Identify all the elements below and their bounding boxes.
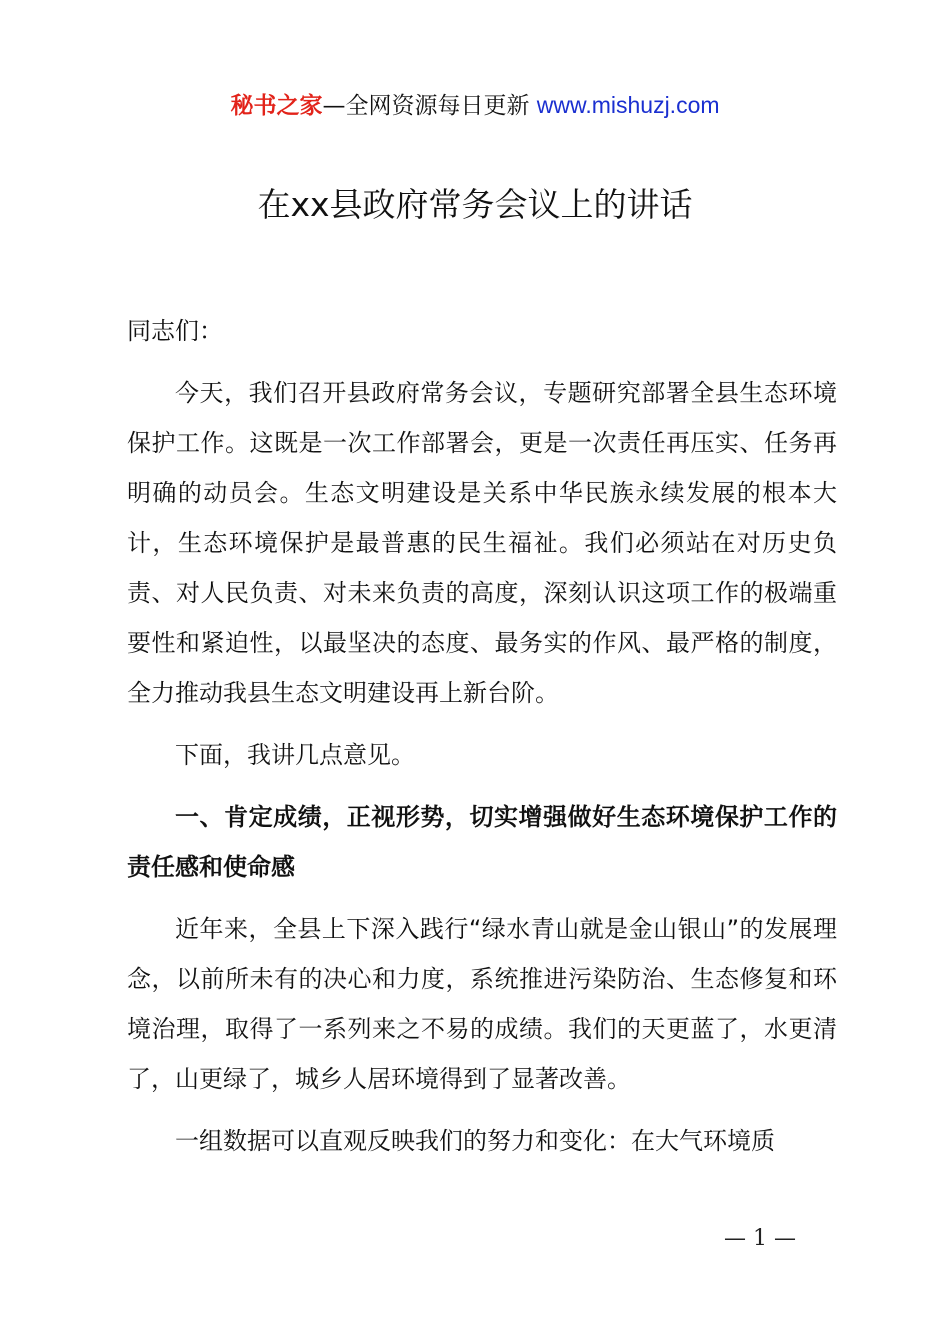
paragraph-opening: 今天，我们召开县政府常务会议，专题研究部署全县生态环境保护工作。这既是一次工作部署会，更是一次责任再压实、任务再明确的动员会。生态文明建设是关系中华民族永续发展的根本大计，生态环境保护是最普惠的民生福祉。我们必须站在对历史负责、对人民负责、对未来负责的高度，深刻认识这项工作的极端重要性和紧迫性，以最坚决的态度、最务实的作风、最严格的制度，全力推动我县生态文明建设再上新台阶。 (127, 379, 837, 707)
brand-name: 秘书之家 (230, 93, 323, 119)
salutation: 同志们： (127, 317, 223, 345)
site-url-link[interactable]: www.mishuzj.com (536, 92, 720, 118)
paragraph-transition: 下面，我讲几点意见。 (175, 741, 415, 769)
paragraph-achievements: 近年来，全县上下深入践行“绿水青山就是金山银山”的发展理念，以前所未有的决心和力度，系统推进污染防治、生态修复和环境治理，取得了一系列来之不易的成绩。我们的天更蓝了，水更清了，山更绿了，城乡人居环境得到了显著改善。 (127, 915, 837, 1093)
page-number: — 1 — (724, 1226, 796, 1251)
header-tagline: —全网资源每日更新 (322, 93, 537, 119)
section-heading-1: 一、肯定成绩，正视形势，切实增强做好生态环境保护工作的责任感和使命感 (127, 803, 837, 881)
document-title: 在xx县政府常务会议上的讲话 (257, 185, 693, 224)
document-body (127, 306, 837, 1178)
site-header (0, 88, 950, 123)
paragraph-data: 一组数据可以直观反映我们的努力和变化：在大气环境质 (175, 1127, 775, 1155)
